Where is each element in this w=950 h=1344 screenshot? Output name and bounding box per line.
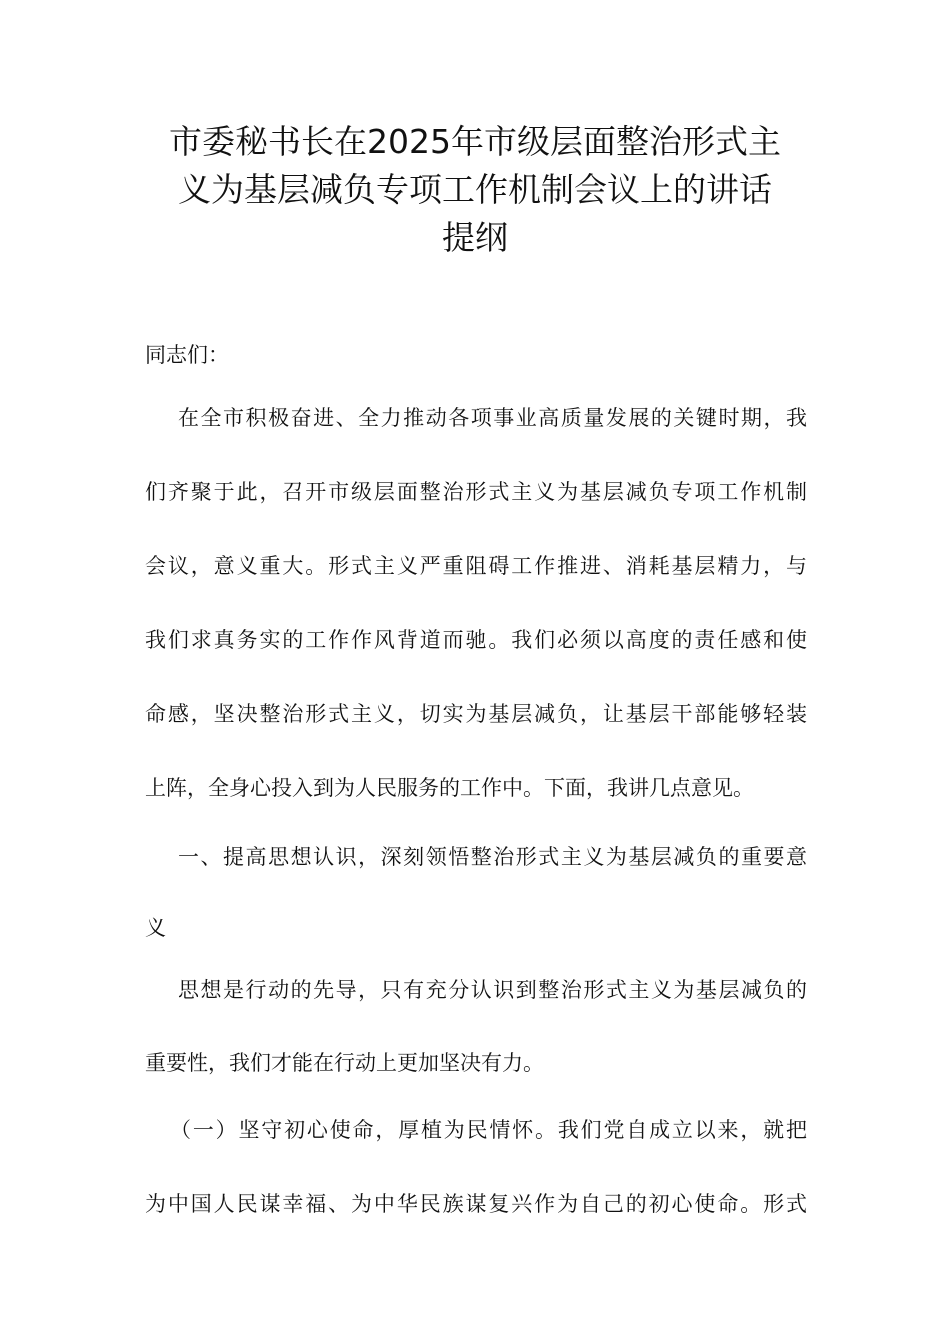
paragraph-line: 们齐聚于此，召开市级层面整治形式主义为基层减负专项工作机制 — [145, 480, 807, 504]
salutation: 同志们： — [145, 343, 229, 367]
title-line: 提纲 — [442, 218, 508, 257]
paragraph-line: 会议，意义重大。形式主义严重阻碍工作推进、消耗基层精力，与 — [145, 554, 807, 578]
paragraph-line: 在全市积极奋进、全力推动各项事业高质量发展的关键时期，我 — [178, 406, 807, 430]
paragraph-line: 命感，坚决整治形式主义，切实为基层减负，让基层干部能够轻装 — [145, 702, 807, 726]
section-heading-line: 一、提高思想认识，深刻领悟整治形式主义为基层减负的重要意 — [178, 845, 807, 869]
paragraph-line: 我们求真务实的工作作风背道而驰。我们必须以高度的责任感和使 — [145, 628, 807, 652]
section-heading-line: 义 — [145, 916, 166, 940]
subsection-line: （一）坚守初心使命，厚植为民情怀。我们党自成立以来，就把 — [170, 1118, 807, 1142]
title-line: 市委秘书长在2025年市级层面整治形式主 — [169, 122, 781, 161]
paragraph-line: 上阵，全身心投入到为人民服务的工作中。下面，我讲几点意见。 — [145, 776, 754, 800]
title-line: 义为基层减负专项工作机制会议上的讲话 — [178, 170, 772, 209]
document-title — [140, 118, 810, 262]
paragraph-line: 为中国人民谋幸福、为中华民族谋复兴作为自己的初心使命。形式 — [145, 1192, 807, 1216]
paragraph-line: 重要性，我们才能在行动上更加坚决有力。 — [145, 1051, 544, 1075]
paragraph-line: 思想是行动的先导，只有充分认识到整治形式主义为基层减负的 — [178, 978, 807, 1002]
